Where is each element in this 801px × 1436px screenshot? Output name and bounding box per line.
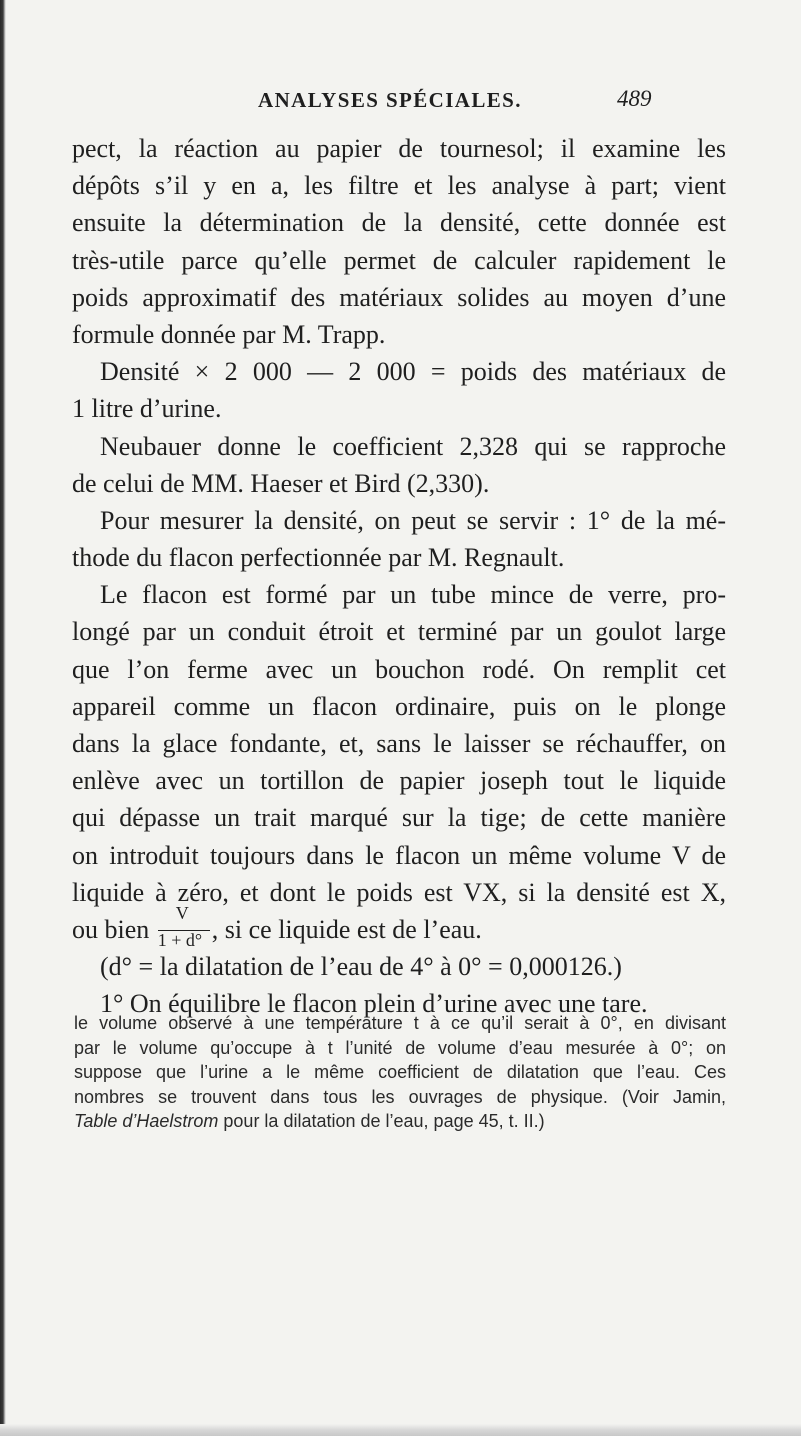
text-line: 1 litre d’urine. bbox=[72, 394, 222, 424]
text-line: que l’on ferme avec un bouchon rodé. On remplit cet bbox=[72, 654, 726, 684]
text-line: dépôts s’il y en a, les filtre et les analyse à part; vient bbox=[72, 171, 726, 201]
text-line: Neubauer donne le coefficient 2,328 qui se rapproche bbox=[100, 431, 726, 461]
running-title: ANALYSES SPÉCIALES. bbox=[258, 88, 522, 112]
page-number: 489 bbox=[617, 86, 652, 111]
main-text bbox=[72, 130, 726, 1023]
text-line: Densité × 2 000 — 2 000 = poids des matériaux de bbox=[100, 357, 726, 387]
text-line: liquide à zéro, et dont le poids est VX, si la densité est X, bbox=[72, 877, 726, 907]
text-line: on introduit toujours dans le flacon un même volume V de bbox=[72, 840, 726, 870]
text-line: longé par un conduit étroit et terminé par un goulot large bbox=[72, 617, 726, 647]
text-line: thode du flacon perfectionnée par M. Regnault. bbox=[72, 543, 565, 573]
text-line: dans la glace fondante, et, sans le laisser se réchauffer, on bbox=[72, 729, 726, 758]
footnote-line: suppose que l’urine a le même coefficient de dilatation que l’eau. Ces bbox=[74, 1062, 726, 1082]
text-line: pect, la réaction au papier de tournesol; il examine les bbox=[72, 134, 726, 163]
footnote-line: par le volume qu’occupe à t l’unité de volume d’eau mesurée à 0°; on bbox=[74, 1037, 726, 1058]
text-line: Pour mesurer la densité, on peut se servir : 1° de la mé- bbox=[100, 505, 726, 535]
text-line: de celui de MM. Haeser et Bird (2,330). bbox=[72, 468, 490, 498]
fraction-text-line bbox=[72, 902, 726, 950]
text-line: Le flacon est formé par un tube mince de verre, pro- bbox=[100, 580, 726, 610]
page-bottom-edge bbox=[0, 1424, 801, 1436]
fraction bbox=[157, 902, 210, 950]
text-line: enlève avec un tortillon de papier joseph tout le liquide bbox=[72, 766, 726, 796]
text-line: formule donnée par M. Trapp. bbox=[72, 319, 386, 349]
fraction-lead-text: ou bien bbox=[72, 914, 156, 944]
text-line: 1° On équilibre le flacon plein d’urine avec une tare. bbox=[100, 989, 648, 1019]
text-line: qui dépasse un trait marqué sur la tige; de cette manière bbox=[72, 803, 726, 833]
footnote-italic-title: Table d’Haelstrom bbox=[74, 1111, 219, 1131]
footnote-line-rest: pour la dilatation de l’eau, page 45, t. II.) bbox=[218, 1111, 545, 1131]
fraction-denominator: 1 + d° bbox=[157, 929, 203, 950]
text-line: très-utile parce qu’elle permet de calculer rapidement le bbox=[72, 245, 726, 275]
text-line: poids approximatif des matériaux solides au moyen d’une bbox=[72, 282, 726, 312]
page-binding-edge bbox=[0, 0, 6, 1436]
fraction-trail-text: , si ce liquide est de l’eau. bbox=[211, 914, 482, 944]
text-line: (d° = la dilatation de l’eau de 4° à 0° = 0,000126.) bbox=[100, 952, 622, 982]
footnote-line: nombres se trouvent dans tous les ouvrages de physique. (Voir Jamin, bbox=[74, 1086, 726, 1107]
text-line: ensuite la détermination de la densité, cette donnée est bbox=[72, 208, 726, 238]
footnote-line: le volume observé à une température t à ce qu’il serait à 0°, en divisant bbox=[74, 1013, 726, 1033]
footnote-line bbox=[74, 1109, 726, 1134]
page-header bbox=[0, 88, 801, 122]
fraction-numerator: V bbox=[175, 902, 189, 923]
footnote bbox=[74, 1011, 726, 1134]
text-line: appareil comme un flacon ordinaire, puis on le plonge bbox=[72, 691, 726, 721]
